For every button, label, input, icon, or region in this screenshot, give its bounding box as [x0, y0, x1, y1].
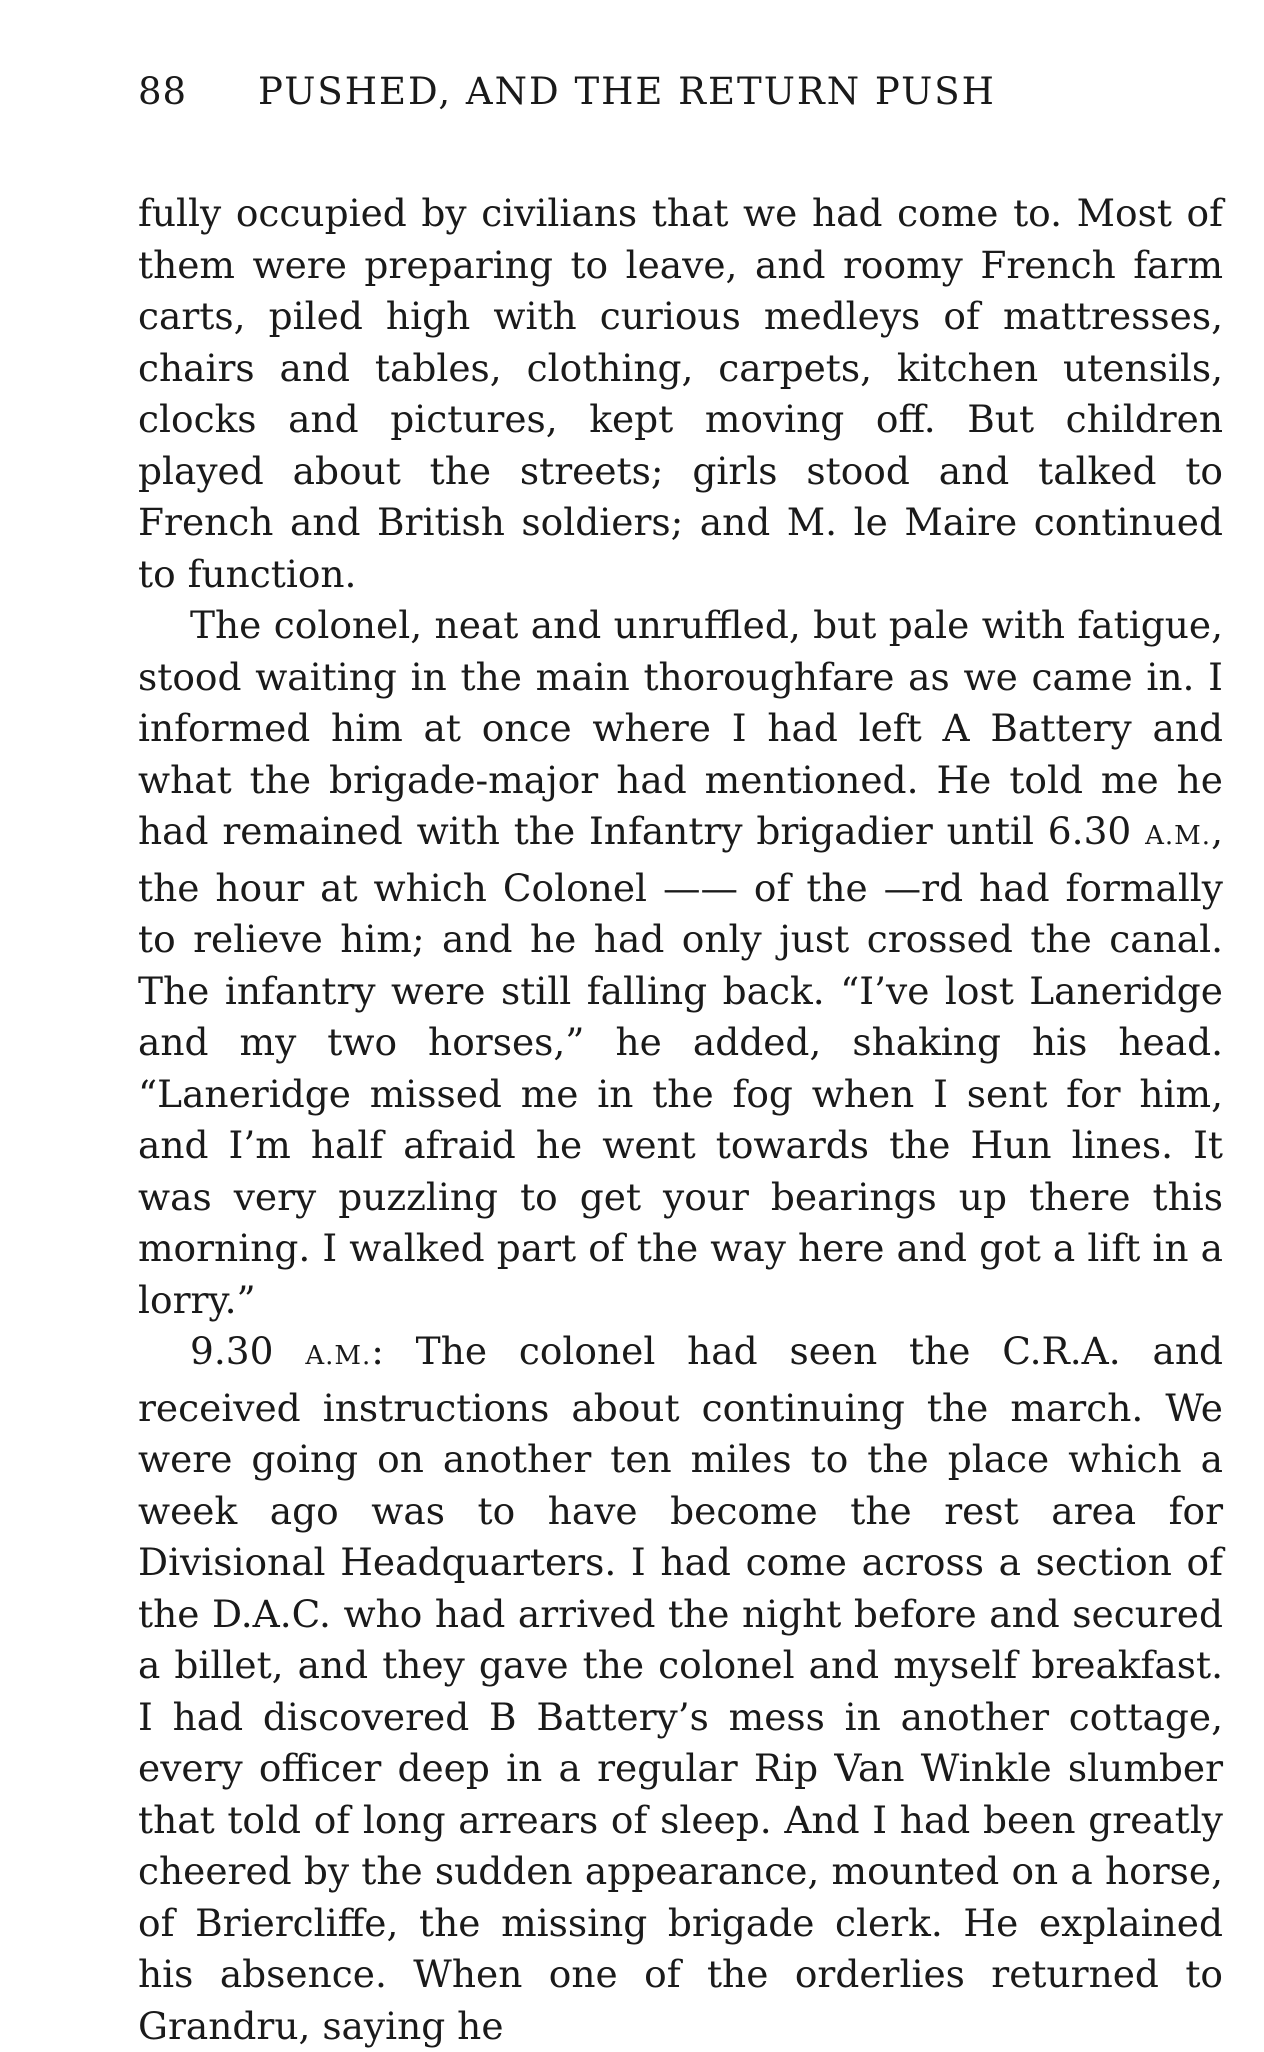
- paragraph-3: [138, 1326, 1223, 2052]
- time-abbreviation: A.M.: [1145, 821, 1212, 851]
- paragraph-2: [138, 600, 1223, 1326]
- page-header: [138, 70, 1223, 130]
- time-abbreviation: A.M.: [305, 1341, 372, 1371]
- paragraph-3-time: 9.30: [190, 1329, 306, 1373]
- paragraph-2-text-b: , the hour at which Colonel —— of the —rd had formally to relieve him; and he had only just crossed the canal. The infantry were still falling back. “I’ve lost Laneridge and my two horses,” he added, shaking his head. “Laneridge missed me in the fog when I sent for him, and I’m half afraid he went towards the Hun lines. It was very puzzling to get your bearings up there this morning. I walked part of the way here and got a lift in a lorry.”: [138, 809, 1223, 1322]
- paragraph-3-text: : The colonel had seen the C.R.A. and received instructions about continuing the march. We were going on another ten miles to the place which a week ago was to have become the rest area for Divisional Headquarters. I had come across a section of the D.A.C. who had arrived the night before and secured a billet, and they gave the colonel and myself breakfast. I had discovered B Battery’s mess in another cottage, every officer deep in a regular Rip Van Winkle slumber that told of long arrears of sleep. And I had been greatly cheered by the sudden appearance, mounted on a horse, of Briercliffe, the missing brigade clerk. He explained his absence. When one of the orderlies returned to Grandru, saying he: [138, 1329, 1224, 2048]
- paragraph-1: fully occupied by civilians that we had come to. Most of them were preparing to leave, and roomy French farm carts, piled high with curious medleys of mattresses, chairs and tables, clothing, carpets, kitchen utensils, clocks and pictures, kept moving off. But children played about the streets; girls stood and talked to French and British soldiers; and M. le Maire continued to function.: [138, 191, 1223, 596]
- body-text: [138, 188, 1223, 2052]
- running-title: PUSHED, AND THE RETURN PUSH: [258, 70, 996, 113]
- paragraph-2-text-a: The colonel, neat and unruffled, but pale with fatigue, stood waiting in the main thoroughfare as we came in. I informed him at once where I had left A Battery and what the brigade-major had mentioned. He told me he had remained with the Infantry brigadier until 6.30: [138, 603, 1223, 853]
- page-number: 88: [138, 70, 188, 113]
- book-page: [138, 70, 1223, 2052]
